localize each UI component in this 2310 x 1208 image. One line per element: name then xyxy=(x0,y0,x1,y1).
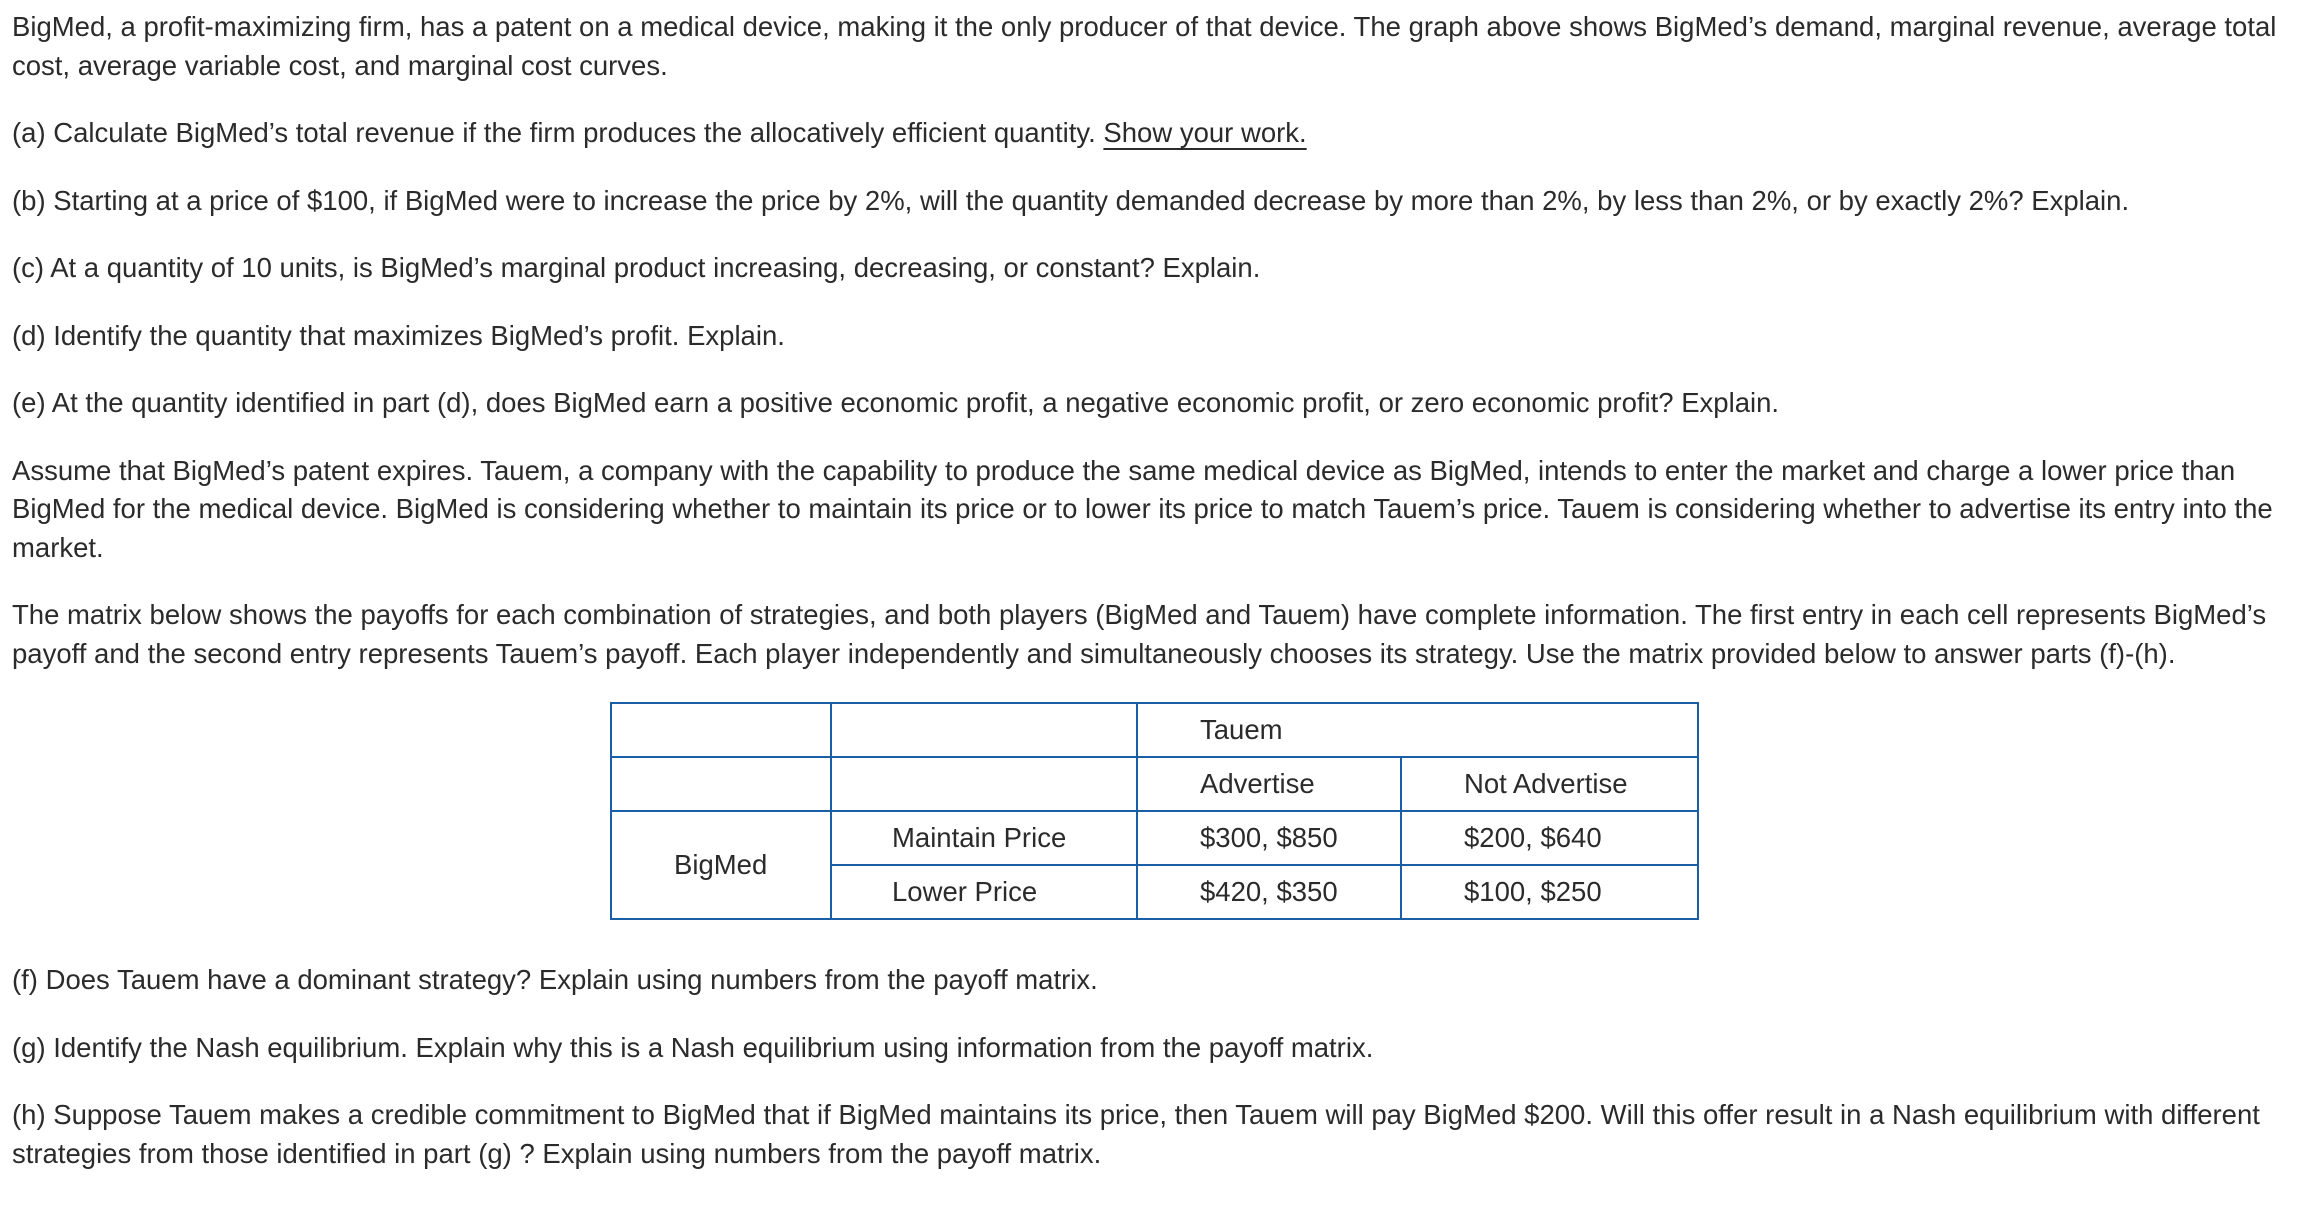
matrix-empty-cell xyxy=(611,703,831,757)
payoff-maintain-advertise: $300, $850 xyxy=(1137,811,1401,865)
show-your-work-emphasis: Show your work. xyxy=(1103,117,1307,148)
matrix-intro-paragraph: The matrix below shows the payoffs for each combination of strategies, and both players (BigMed and Tauem) have complete information. The first entry in each cell represents BigMed’s payoff and the second entry represents Tauem’s payoff. Each player independently and simultaneously chooses its strategy. Use the matrix provided below to answer parts (f)-(h). xyxy=(12,599,2267,669)
row-strategy-maintain-price: Maintain Price xyxy=(831,811,1137,865)
matrix-empty-cell xyxy=(831,703,1137,757)
part-a-text: (a) Calculate BigMed’s total revenue if the firm produces the allocatively efficient quantity. xyxy=(12,117,1104,148)
intro-paragraph: BigMed, a profit-maximizing firm, has a patent on a medical device, making it the only producer of that device. The graph above shows BigMed’s demand, marginal revenue, average total cost, average variable cost, and marginal cost curves. xyxy=(12,11,2277,81)
question-document xyxy=(12,8,2292,1202)
question-part-e: (e) At the quantity identified in part (d), does BigMed earn a positive economic profit, a negative economic profit, or zero economic profit? Explain. xyxy=(12,387,1780,418)
payoff-lower-advertise: $420, $350 xyxy=(1137,865,1401,919)
column-strategy-advertise: Advertise xyxy=(1137,757,1401,811)
question-part-c: (c) At a quantity of 10 units, is BigMed’s marginal product increasing, decreasing, or constant? Explain. xyxy=(12,252,1261,283)
payoff-maintain-not-advertise: $200, $640 xyxy=(1401,811,1698,865)
column-strategy-not-advertise: Not Advertise xyxy=(1401,757,1698,811)
question-part-f: (f) Does Tauem have a dominant strategy? Explain using numbers from the payoff matrix. xyxy=(12,964,1098,995)
question-part-d: (d) Identify the quantity that maximizes BigMed’s profit. Explain. xyxy=(12,319,785,351)
column-player-label: Tauem xyxy=(1137,703,1698,757)
row-strategy-lower-price: Lower Price xyxy=(831,865,1137,919)
payoff-table xyxy=(610,702,1699,920)
question-part-h: (h) Suppose Tauem makes a credible commitment to BigMed that if BigMed maintains its price, then Tauem will pay BigMed $200. Will this offer result in a Nash equilibrium with different strategies from those identified in part (g) ? Explain using numbers from the payoff matrix. xyxy=(12,1099,2260,1169)
row-player-label: BigMed xyxy=(611,811,831,919)
question-part-b: (b) Starting at a price of $100, if BigMed were to increase the price by 2%, will the quantity demanded decrease by more than 2%, by less than 2%, or by exactly 2%? Explain. xyxy=(12,184,2130,216)
payoff-matrix xyxy=(610,702,1699,920)
question-part-a xyxy=(12,114,2292,153)
question-part-g: (g) Identify the Nash equilibrium. Explain why this is a Nash equilibrium using information from the payoff matrix. xyxy=(12,1031,1374,1063)
matrix-header-row-strategies xyxy=(611,757,1698,811)
matrix-header-row-player xyxy=(611,703,1698,757)
matrix-row-maintain xyxy=(611,811,1698,865)
matrix-empty-cell xyxy=(611,757,831,811)
scenario-paragraph: Assume that BigMed’s patent expires. Tauem, a company with the capability to produce the same medical device as BigMed, intends to enter the market and charge a lower price than BigMed for the medical device. BigMed is considering whether to maintain its price or to lower its price to match Tauem’s price. Tauem is considering whether to advertise its entry into the market. xyxy=(12,454,2273,563)
payoff-lower-not-advertise: $100, $250 xyxy=(1401,865,1698,919)
matrix-empty-cell xyxy=(831,757,1137,811)
